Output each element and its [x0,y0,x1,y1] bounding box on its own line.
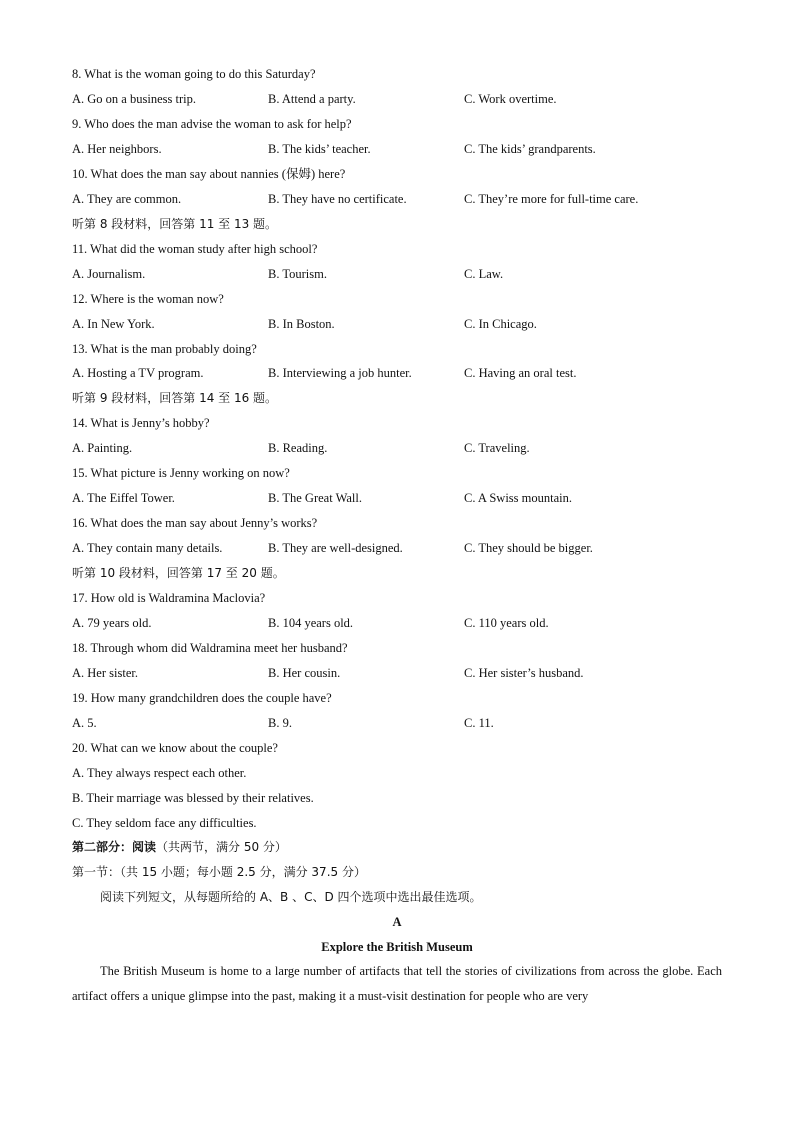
option-19c: C. 11. [464,716,494,730]
question-9: 9. Who does the man advise the woman to ask for help? [72,117,352,131]
option-12b: B. In Boston. [268,317,335,331]
option-8c: C. Work overtime. [464,92,557,106]
option-15c: C. A Swiss mountain. [464,491,573,505]
section-heading-9: 听第 9 段材料，回答第 14 至 16 题。 [72,391,278,405]
question-19: 19. How many grandchildren does the couple have? [72,691,332,705]
question-10: 10. What does the man say about nannies (保姆) here? [72,167,346,181]
option-15a: A. The Eiffel Tower. [72,491,175,505]
question-17: 17. How old is Waldramina Maclovia? [72,591,266,605]
section1-heading: 第一节：（共 15 小题；每小题 2.5 分，满分 37.5 分） [72,865,366,879]
passage-label: A [392,915,402,929]
option-15b: B. The Great Wall. [268,491,362,505]
option-17b: B. 104 years old. [268,616,354,630]
option-8b: B. Attend a party. [268,92,356,106]
question-16: 16. What does the man say about Jenny’s works? [72,516,318,530]
question-11: 11. What did the woman study after high school? [72,242,318,256]
option-20c: C. They seldom face any difficulties. [72,816,257,830]
question-8: 8. What is the woman going to do this Saturday? [72,67,316,81]
option-11a: A. Journalism. [72,267,146,281]
passage-paragraph: The British Museum is home to a large number of artifacts that tell the stories of civilizations from across the globe. Each artifact offers a unique glimpse into the past, making it a must-visit destination for people who are very [72,964,722,1003]
option-10a: A. They are common. [72,192,182,206]
option-16a: A. They contain many details. [72,541,223,555]
option-18c: C. Her sister’s husband. [464,666,584,680]
passage-title: Explore the British Museum [321,940,473,954]
question-18: 18. Through whom did Waldramina meet her husband? [72,641,348,655]
question-12: 12. Where is the woman now? [72,292,224,306]
option-12c: C. In Chicago. [464,317,537,331]
question-20: 20. What can we know about the couple? [72,741,278,755]
option-16c: C. They should be bigger. [464,541,593,555]
option-16b: B. They are well-designed. [268,541,403,555]
option-19a: A. 5. [72,716,97,730]
option-14a: A. Painting. [72,441,133,455]
option-9c: C. The kids’ grandparents. [464,142,596,156]
option-13c: C. Having an oral test. [464,366,577,380]
reading-instructions: 阅读下列短文，从每题所给的 A、B 、C、D 四个选项中选出最佳选项。 [100,890,482,904]
option-14c: C. Traveling. [464,441,530,455]
part2-title-bold: 第二部分：阅读 [72,840,157,854]
option-17c: C. 110 years old. [464,616,549,630]
option-13a: A. Hosting a TV program. [72,366,204,380]
option-10c: C. They’re more for full-time care. [464,192,639,206]
part2-heading [72,839,287,855]
option-19b: B. 9. [268,716,292,730]
option-18b: B. Her cousin. [268,666,341,680]
question-15: 15. What picture is Jenny working on now? [72,466,290,480]
option-10b: B. They have no certificate. [268,192,407,206]
question-13: 13. What is the man probably doing? [72,342,257,356]
option-12a: A. In New York. [72,317,155,331]
option-9b: B. The kids’ teacher. [268,142,371,156]
section-heading-10: 听第 10 段材料，回答第 17 至 20 题。 [72,566,285,580]
section-heading-8: 听第 8 段材料，回答第 11 至 13 题。 [72,217,278,231]
question-14: 14. What is Jenny’s hobby? [72,416,210,430]
option-9a: A. Her neighbors. [72,142,162,156]
option-20b: B. Their marriage was blessed by their relatives. [72,791,314,805]
option-13b: B. Interviewing a job hunter. [268,366,412,380]
option-20a: A. They always respect each other. [72,766,247,780]
option-11b: B. Tourism. [268,267,327,281]
option-11c: C. Law. [464,267,504,281]
part2-title-rest: （共两节，满分 50 分） [156,840,287,854]
option-14b: B. Reading. [268,441,328,455]
option-8a: A. Go on a business trip. [72,92,196,106]
option-17a: A. 79 years old. [72,616,152,630]
option-18a: A. Her sister. [72,666,138,680]
